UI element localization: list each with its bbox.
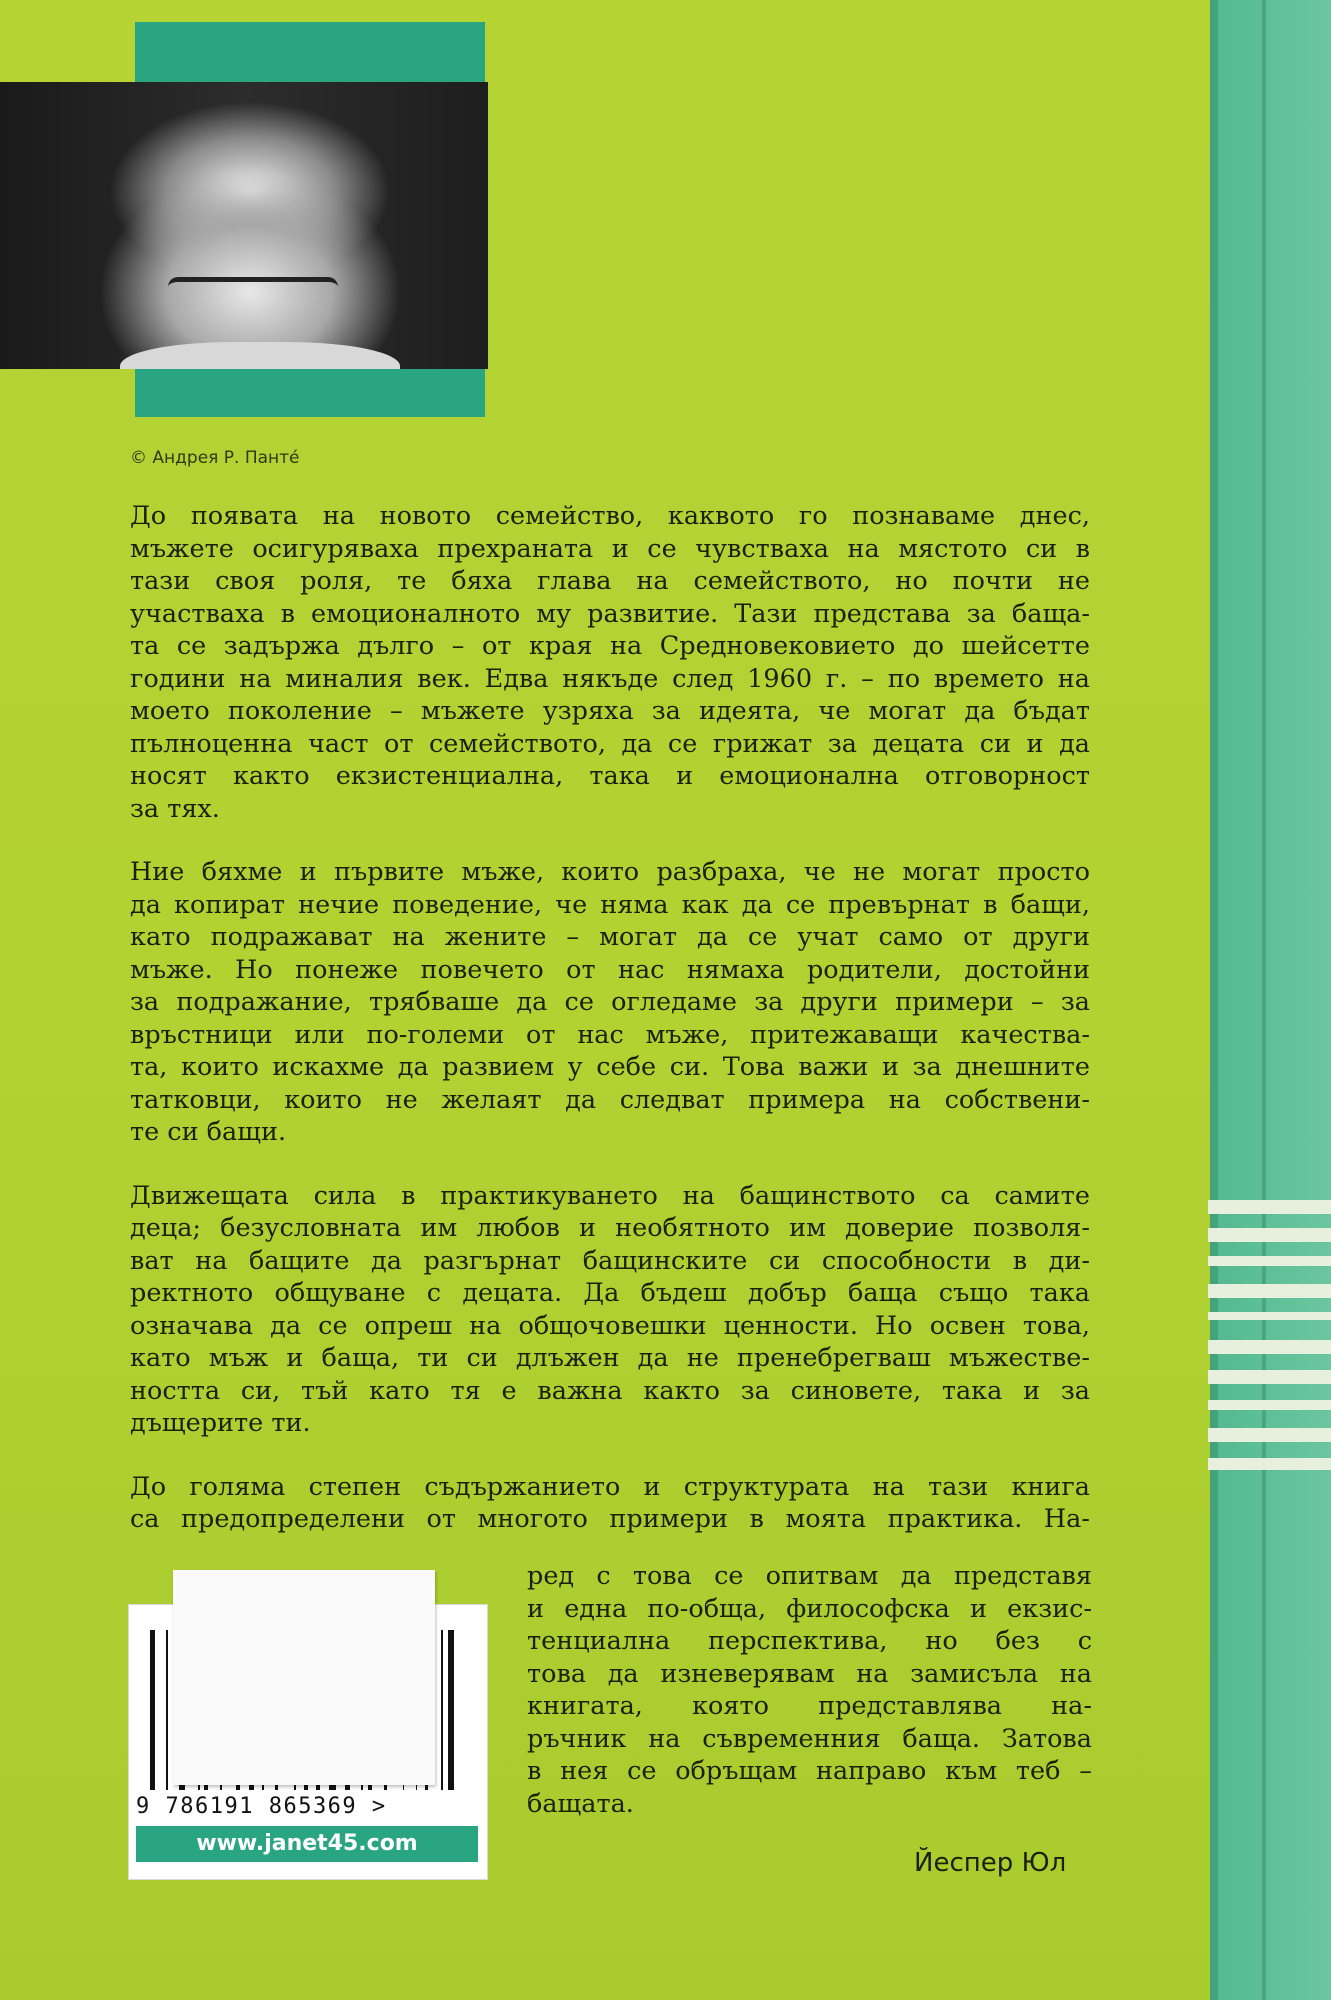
text-line: ръчник на съвременния баща. Затова — [527, 1723, 1092, 1754]
text-line: ват на бащите да разгърнат бащинските си способности в ди- — [130, 1245, 1090, 1276]
text-line: та, които искахме да развием у себе си. Това важи и за днешните — [130, 1052, 1090, 1082]
author-photo — [0, 82, 488, 369]
spine-stripe — [1208, 1256, 1331, 1266]
text-line: участваха в емоционалното му развитие. Тази представа за баща- — [130, 598, 1090, 629]
text-line: пълноценна част от семейството, да се грижат за децата си и да — [130, 728, 1090, 759]
spine-stripes — [1208, 1200, 1331, 1500]
barcode-bar — [150, 1630, 155, 1790]
author-name: Йеспер Юл — [914, 1848, 1067, 1878]
spine-stripe — [1208, 1200, 1331, 1214]
text-line: да копират нечие поведение, че няма как да се превърнат в бащи, — [130, 889, 1090, 920]
text-line: та се задържа дълго – от края на Средновековието до шейсетте — [130, 631, 1090, 661]
spine-stripe — [1208, 1400, 1331, 1410]
paragraph — [130, 856, 1090, 1149]
text-line: тази своя роля, те бяха глава на семейството, но почти не — [130, 566, 1090, 596]
paragraph — [130, 500, 1090, 825]
text-line: моето поколение – мъжете узряха за идеята, че могат да бъдат — [130, 696, 1090, 726]
speech-bubble-tail — [135, 380, 169, 416]
barcode-bar — [166, 1630, 168, 1790]
text-line: са предопределени от многото примери в моята практика. На- — [130, 1504, 1090, 1534]
text-line: години на миналия век. Едва някъде след 1960 г. – по времето на — [130, 663, 1090, 694]
text-line: мъже. Но понеже повечето от нас нямаха родители, достойни — [130, 954, 1090, 985]
text-line: Ние бяхме и първите мъже, които разбраха, че не могат просто — [130, 857, 1090, 887]
text-line: бащата. — [527, 1788, 634, 1819]
isbn-number: 9 786191 865369 > — [136, 1794, 387, 1819]
text-line: и една по-обща, философска и екзис- — [527, 1593, 1092, 1624]
publisher-website: www.janet45.com — [136, 1826, 478, 1862]
description-text — [130, 500, 1090, 1567]
text-line: До появата на новото семейство, каквото го познаваме днес, — [130, 501, 1090, 531]
photo-credit: © Андрея Р. Панте́ — [130, 448, 300, 468]
text-line: връстници или по-големи от нас мъже, притежаващи качества- — [130, 1019, 1090, 1050]
spine-groove — [1262, 0, 1266, 2000]
glasses-shape — [168, 277, 338, 314]
price-sticker — [173, 1570, 435, 1785]
text-line: като подражават на жените – могат да се учат само от други — [130, 922, 1090, 952]
book-spine — [1210, 0, 1331, 2000]
barcode-bar — [441, 1630, 443, 1790]
text-line: за тях. — [130, 793, 220, 824]
spine-stripe — [1208, 1370, 1331, 1384]
paragraph — [130, 1180, 1090, 1440]
text-line: До голяма степен съдържанието и структурата на тази книга — [130, 1471, 1090, 1502]
spine-groove — [1210, 0, 1218, 2000]
text-line: мъжете осигуряваха прехраната и се чувстваха на мястото си в — [130, 533, 1090, 564]
spine-stripe — [1208, 1428, 1331, 1442]
text-line: Движещата сила в практикуването на бащинството са самите — [130, 1180, 1090, 1211]
text-line: като мъж и баща, ти си длъжен да не пренебрегваш мъжестве- — [130, 1343, 1090, 1373]
text-line: това да изневерявам на замисъла на — [527, 1658, 1092, 1689]
shirt-shape — [120, 342, 400, 369]
text-line: татковци, които не желаят да следват примера на собствени- — [130, 1084, 1090, 1115]
text-line: те си бащи. — [130, 1117, 287, 1147]
text-line: ред с това се опитвам да представя — [527, 1561, 1092, 1591]
text-line: носят както екзистенциална, така и емоционална отговорност — [130, 761, 1090, 791]
text-line: в нея се обръщам направо към теб – — [527, 1756, 1092, 1786]
text-line: означава да се опреш на общочовешки ценности. Но освен това, — [130, 1310, 1090, 1341]
text-line: ността си, тъй като тя е важна както за синовете, така и за — [130, 1375, 1090, 1406]
spine-stripe — [1208, 1340, 1331, 1354]
text-line: деца; безусловната им любов и необятното им доверие позволя- — [130, 1213, 1090, 1243]
text-line: книгата, която представлява на- — [527, 1691, 1092, 1721]
spine-stripe — [1208, 1458, 1331, 1470]
text-line: тенциална перспектива, но без с — [527, 1626, 1092, 1656]
text-line: ректното общуване с децата. Да бъдеш добър баща също така — [130, 1278, 1090, 1308]
paragraph — [130, 1471, 1090, 1536]
text-line: за подражание, трябваше да се огледаме за други примери – за — [130, 987, 1090, 1017]
spine-stripe — [1208, 1312, 1331, 1320]
description-continued — [527, 1560, 1092, 1820]
spine-stripe — [1208, 1284, 1331, 1298]
spine-stripe — [1208, 1228, 1331, 1242]
text-line: дъщерите ти. — [130, 1408, 311, 1438]
barcode-bar — [448, 1630, 454, 1790]
